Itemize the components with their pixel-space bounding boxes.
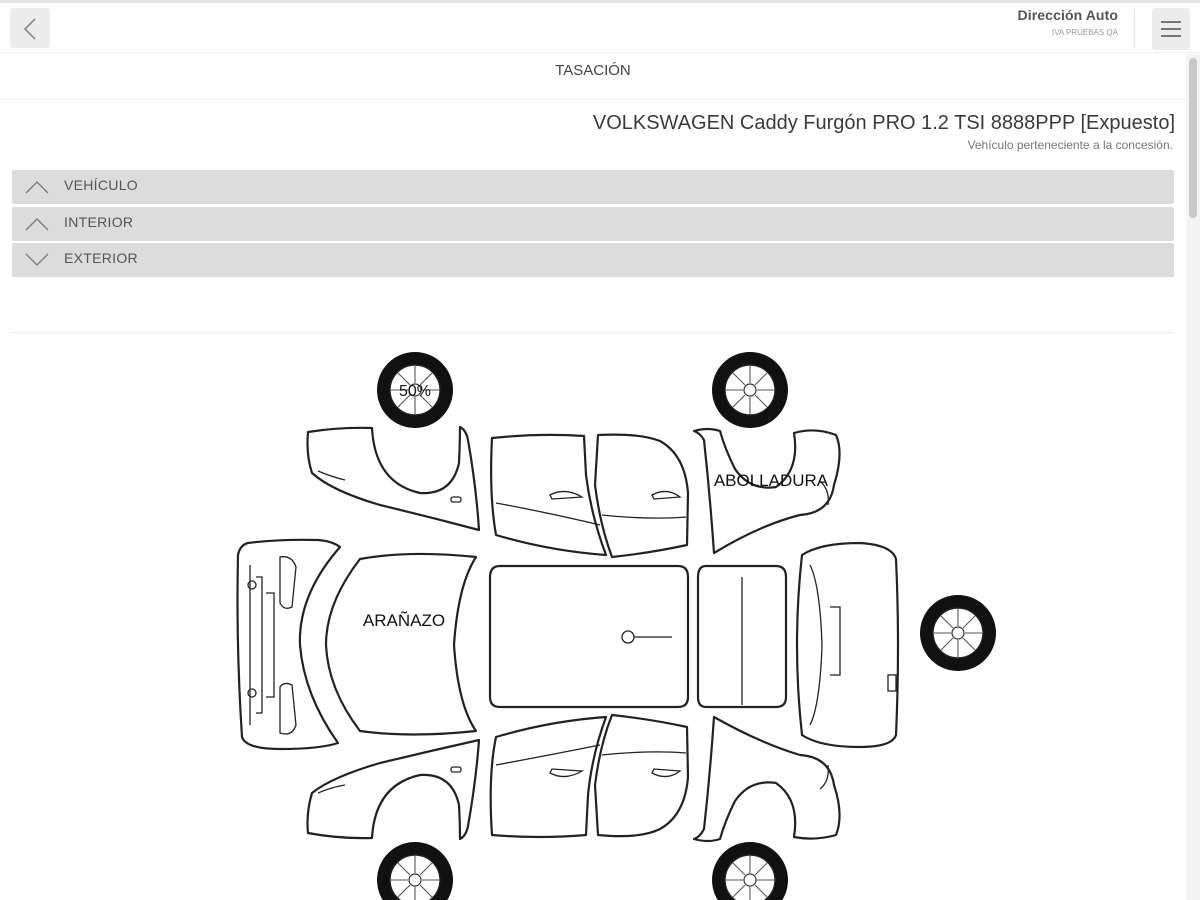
accordion-exterior[interactable] [12, 243, 1174, 277]
page-title: TASACIÓN [0, 54, 1186, 100]
accordion-label: INTERIOR [64, 214, 134, 230]
brand-subtitle: IVA PRUEBAS QA [1051, 28, 1118, 37]
back-button[interactable] [10, 8, 50, 48]
accordion-interior[interactable] [12, 207, 1174, 241]
accordion-vehiculo[interactable] [12, 170, 1174, 204]
tire-wear-label: 50% [398, 383, 432, 400]
front-left-fender[interactable] [308, 427, 480, 530]
chevron-up-icon [25, 216, 49, 232]
rear-right-door[interactable] [595, 715, 688, 836]
tire-front-left[interactable] [377, 352, 453, 428]
chevron-left-icon [21, 17, 39, 41]
accordion-label: EXTERIOR [64, 250, 138, 266]
appbar-divider [1134, 9, 1135, 49]
damage-label-hood: ARAÑAZO [362, 611, 446, 630]
rear-left-door[interactable] [595, 435, 688, 557]
damage-label-rear-left: ABOLLADURA [713, 471, 829, 490]
hamburger-menu-icon [1161, 20, 1181, 38]
app-bar [0, 3, 1200, 53]
chevron-up-icon [25, 179, 49, 195]
tire-spare[interactable] [920, 595, 996, 671]
section-divider [12, 332, 1174, 333]
front-bumper[interactable] [238, 540, 341, 749]
tailgate[interactable] [797, 543, 898, 747]
vehicle-ownership-note: Vehículo perteneciente a la concesión. [967, 138, 1173, 152]
vehicle-title: VOLKSWAGEN Caddy Furgón PRO 1.2 TSI 8888PPP [Expuesto] [592, 112, 1175, 134]
front-right-fender[interactable] [308, 740, 480, 839]
front-right-door[interactable] [491, 717, 606, 837]
chevron-down-icon [25, 252, 49, 268]
hood[interactable] [326, 554, 476, 735]
tire-rear-left[interactable] [712, 352, 788, 428]
car-blueprint [220, 345, 1020, 900]
brand-title: Dirección Auto [1017, 7, 1118, 23]
menu-button[interactable] [1152, 8, 1190, 50]
vehicle-damage-diagram [220, 345, 1020, 900]
tire-front-right[interactable] [377, 842, 453, 900]
tire-rear-right[interactable] [712, 842, 788, 900]
brand-block [1018, 7, 1118, 37]
accordion-label: VEHÍCULO [64, 177, 138, 193]
rear-left-fender[interactable] [694, 429, 840, 553]
scrollbar-thumb[interactable] [1189, 58, 1197, 218]
vertical-scrollbar[interactable] [1186, 54, 1200, 900]
front-left-door[interactable] [491, 435, 606, 555]
